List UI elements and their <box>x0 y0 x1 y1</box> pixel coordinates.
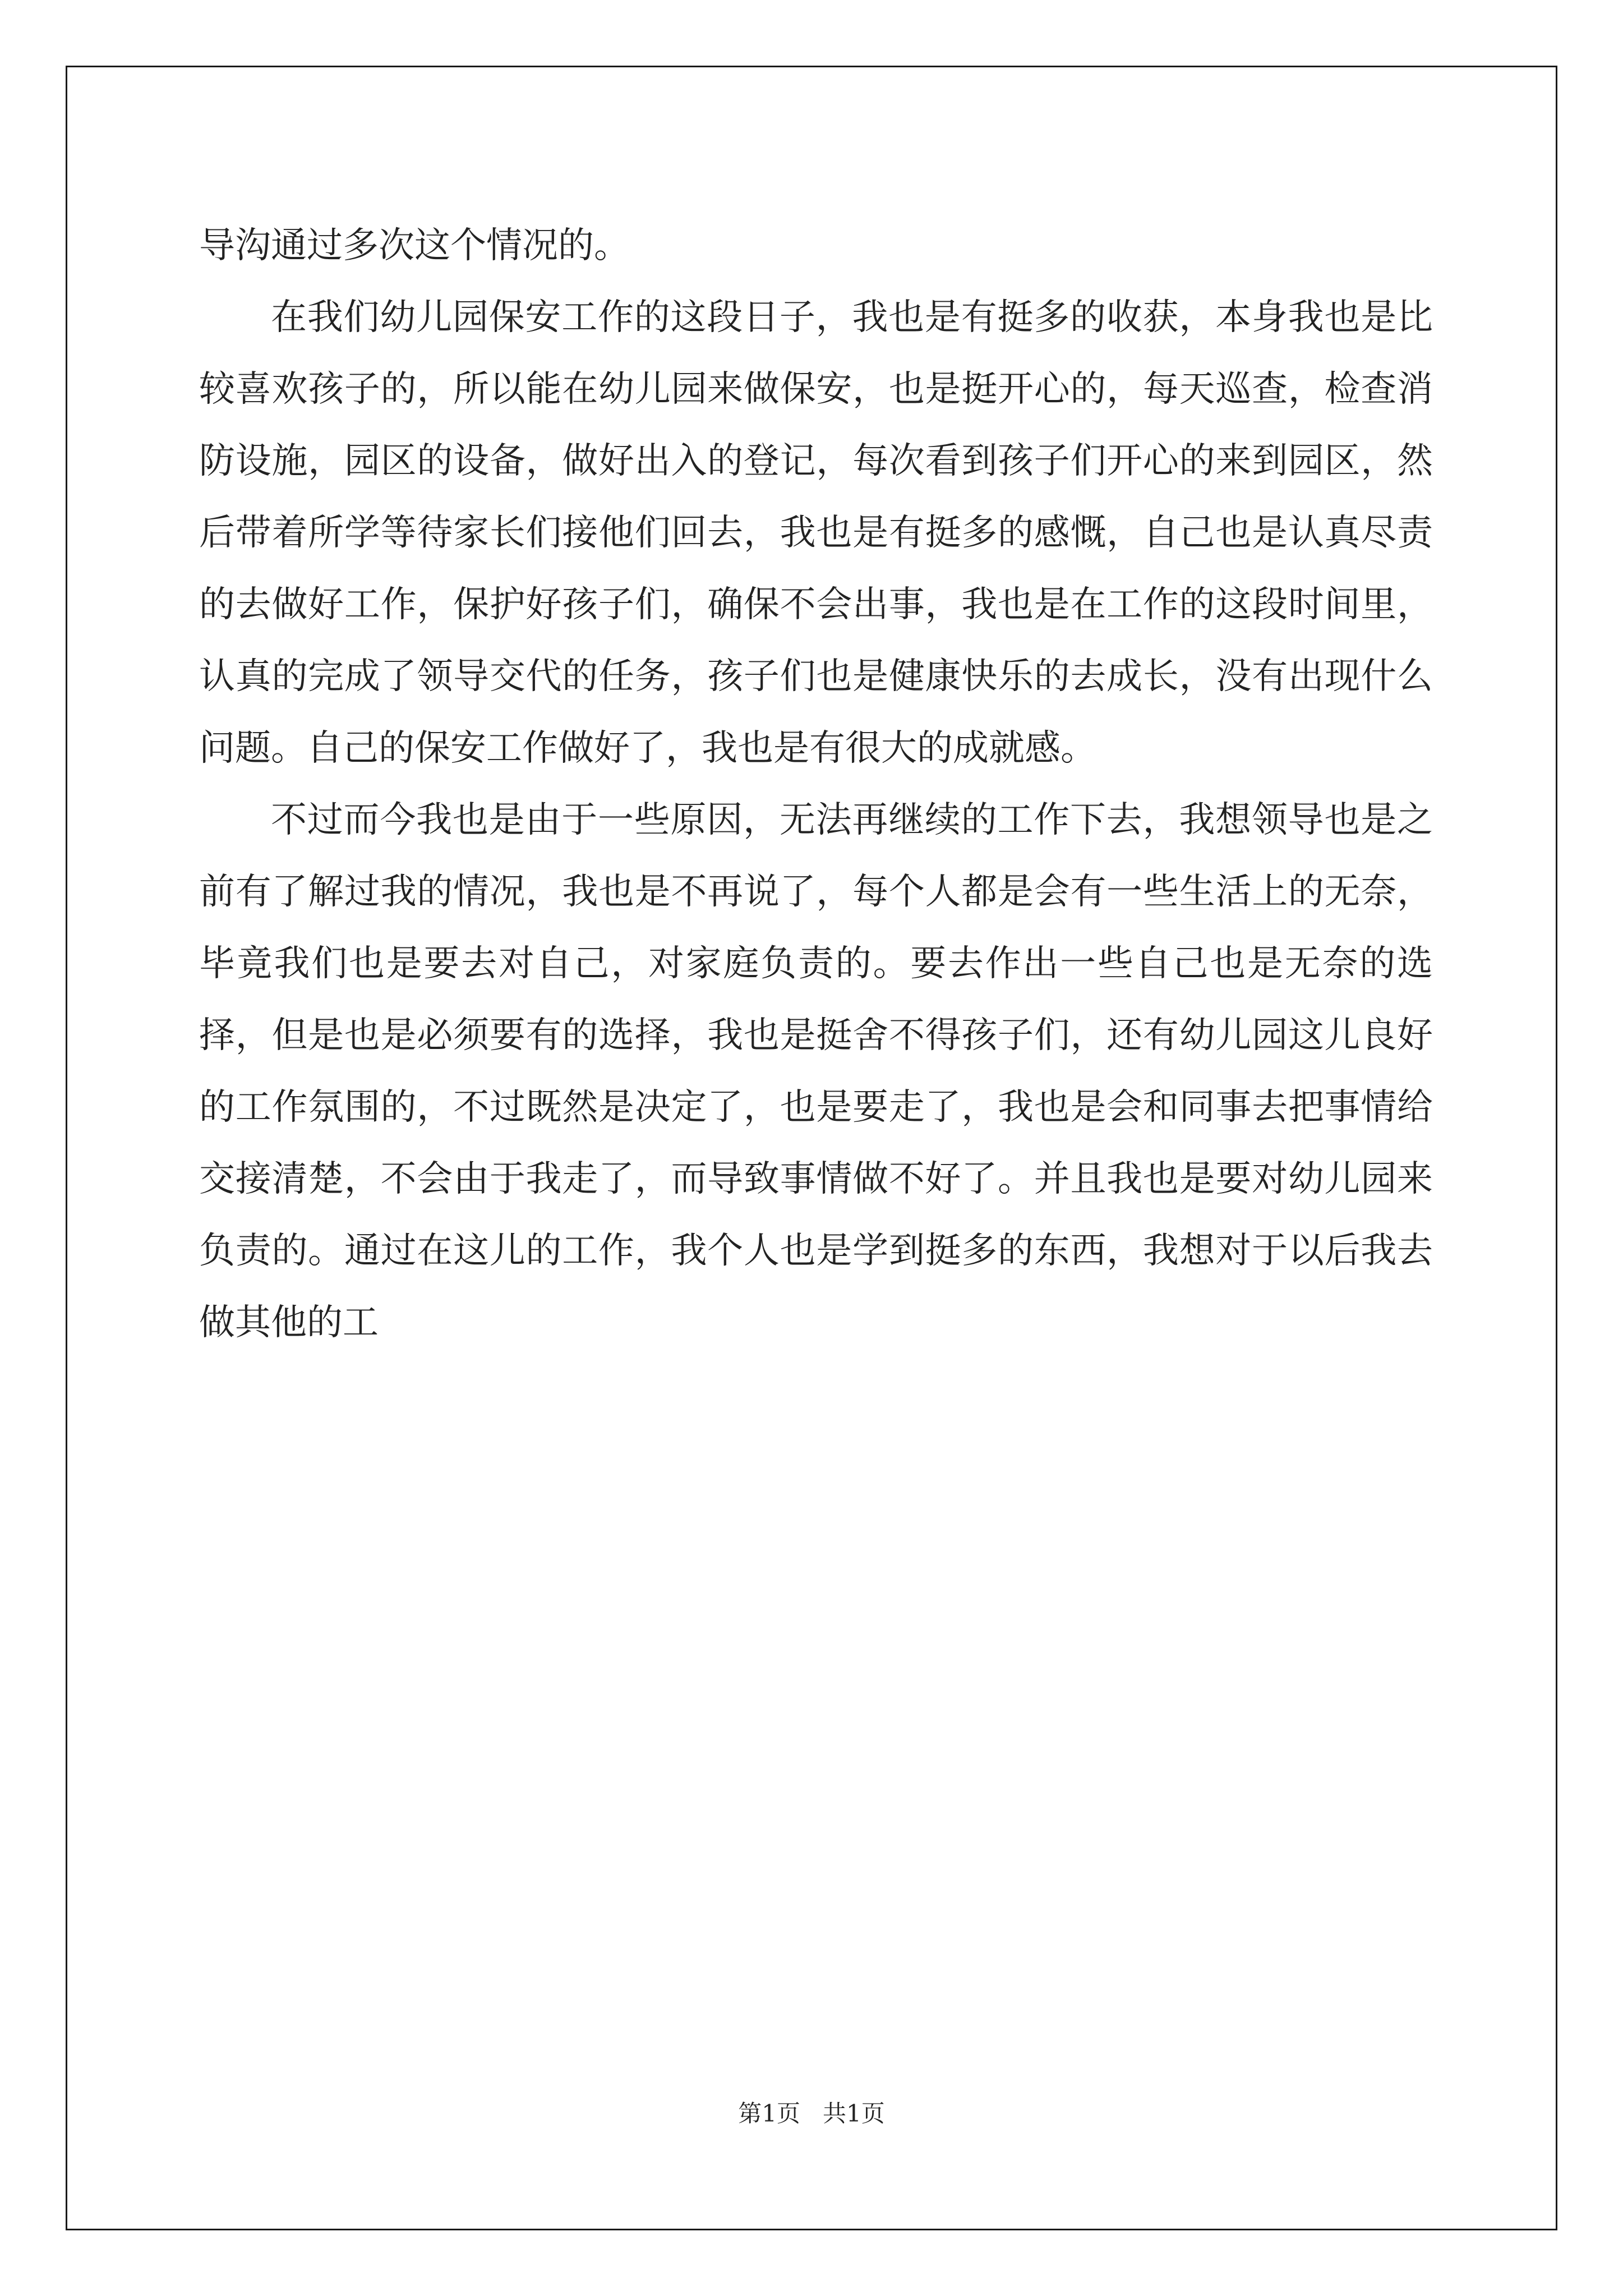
document-body <box>199 210 1433 1359</box>
paragraph-1: 导沟通过多次这个情况的。 <box>199 225 630 266</box>
paragraph-3: 不过而今我也是由于一些原因，无法再继续的工作下去，我想领导也是之前有了解过我的情况，我也是不再说了，每个人都是会有一些生活上的无奈，毕竟我们也是要去对自己，对家庭负责的。要去作出一些自己也是无奈的选择，但是也是必须要有的选择，我也是挺舍不得孩子们，还有幼儿园这儿良好的工作氛围的，不过既然是决定了，也是要走了，我也是会和同事去把事情给交接清楚，不会由于我走了，而导致事情做不好了。并且我也是要对幼儿园来负责的。通过在这儿的工作，我个人也是学到挺多的东西，我想对于以后我去做其他的工 <box>199 799 1433 1343</box>
paragraph-2: 在我们幼儿园保安工作的这段日子，我也是有挺多的收获，本身我也是比较喜欢孩子的，所以能在幼儿园来做保安，也是挺开心的，每天巡查，检查消防设施，园区的设备，做好出入的登记，每次看到孩子们开心的来到园区，然后带着所学等待家长们接他们回去，我也是有挺多的感慨，自己也是认真尽责的去做好工作，保护好孩子们，确保不会出事，我也是在工作的这段时间里，认真的完成了领导交代的任务，孩子们也是健康快乐的去成长，没有出现什么问题。自己的保安工作做好了，我也是有很大的成就感。 <box>199 297 1433 769</box>
page-number-footer: 第1页 共1页 <box>738 2100 885 2127</box>
